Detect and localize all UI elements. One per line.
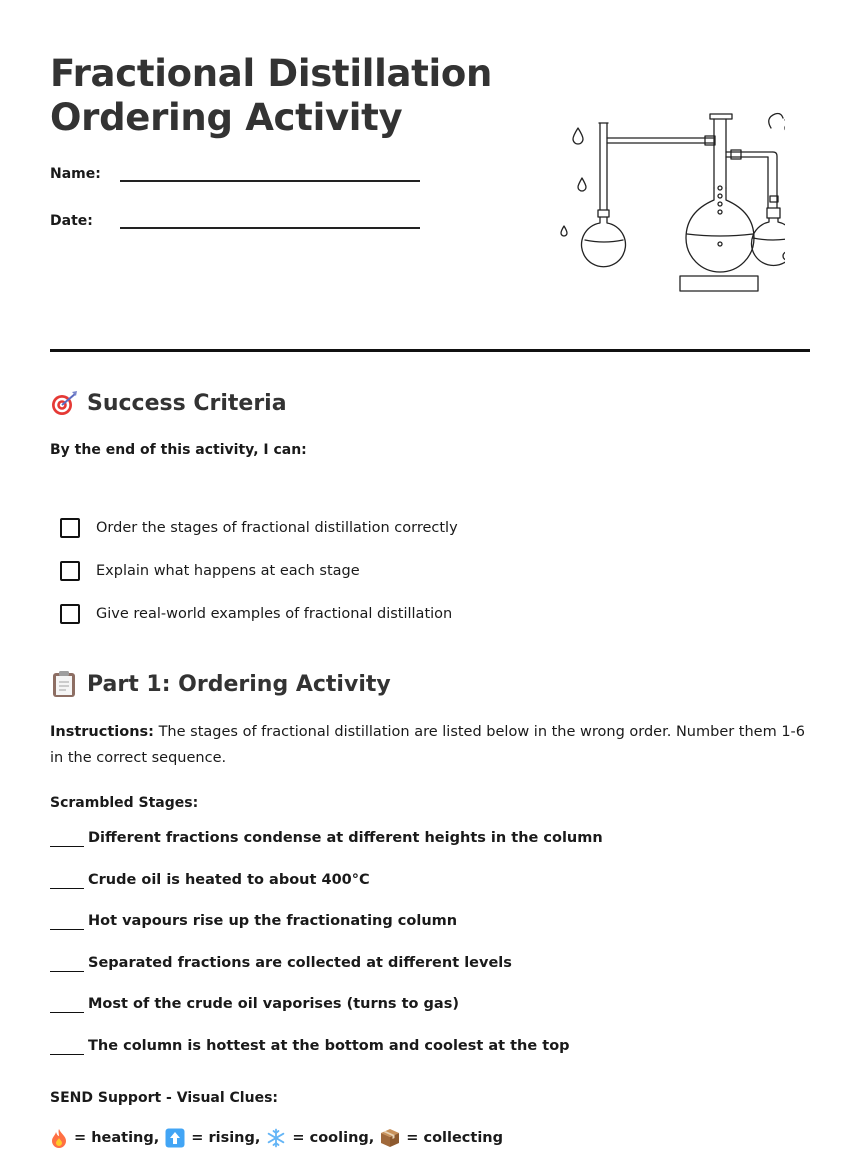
target-icon (50, 390, 80, 416)
up-arrow-icon (165, 1128, 185, 1148)
header-divider (50, 349, 810, 352)
page-title (50, 52, 492, 140)
clue-collecting (380, 1128, 503, 1148)
stage-item (50, 955, 603, 997)
snowflake-icon (266, 1128, 286, 1148)
stage-item (50, 913, 603, 955)
distillation-apparatus-icon (555, 108, 785, 298)
date-label: Date: (50, 213, 93, 229)
checklist-item[interactable] (60, 549, 458, 592)
send-support-label: SEND Support - Visual Clues: (50, 1090, 278, 1106)
number-blank[interactable] (50, 830, 84, 847)
part1-heading (50, 671, 391, 697)
checklist-item[interactable] (60, 506, 458, 549)
number-blank[interactable] (50, 913, 84, 930)
success-intro: By the end of this activity, I can: (50, 442, 307, 458)
clipboard-icon (50, 671, 80, 697)
date-line[interactable] (120, 227, 420, 229)
part1-title: Part 1: Ordering Activity (87, 671, 391, 697)
clue-heating (50, 1128, 159, 1148)
checklist-item-label: Order the stages of fractional distillation correctly (96, 519, 458, 536)
title-line-2: Ordering Activity (50, 96, 403, 139)
checkbox[interactable] (60, 604, 80, 624)
fire-icon (50, 1128, 68, 1148)
stage-item (50, 872, 603, 914)
package-icon (380, 1128, 400, 1148)
scrambled-stages-list (50, 830, 603, 1080)
stage-item (50, 996, 603, 1038)
checkbox[interactable] (60, 561, 80, 581)
clue-text: = rising, (191, 1130, 261, 1146)
instructions-label: Instructions: (50, 724, 154, 740)
stage-text: The column is hottest at the bottom and coolest at the top (88, 1037, 570, 1054)
success-checklist (60, 506, 458, 635)
number-blank[interactable] (50, 872, 84, 889)
clue-text: = heating, (74, 1130, 160, 1146)
name-line[interactable] (120, 180, 420, 182)
stage-item (50, 830, 603, 872)
stage-text: Different fractions condense at different heights in the column (88, 830, 603, 846)
checkbox[interactable] (60, 518, 80, 538)
clue-text: = collecting (406, 1130, 504, 1146)
checklist-item-label: Give real-world examples of fractional distillation (96, 605, 453, 622)
stage-text: Crude oil is heated to about 400°C (88, 871, 370, 888)
clue-rising (165, 1128, 260, 1148)
clue-text: = cooling, (292, 1130, 375, 1146)
scrambled-label: Scrambled Stages: (50, 795, 199, 811)
stage-text: Separated fractions are collected at different levels (88, 954, 512, 971)
instructions-text: The stages of fractional distillation are listed below in the wrong order. Number them 1-6 in the correct sequence. (50, 724, 806, 766)
success-criteria-title: Success Criteria (87, 390, 287, 416)
stage-text: Most of the crude oil vaporises (turns to gas) (88, 996, 459, 1013)
success-criteria-heading (50, 390, 287, 416)
title-line-1: Fractional Distillation (50, 52, 493, 95)
number-blank[interactable] (50, 1038, 84, 1055)
number-blank[interactable] (50, 996, 84, 1013)
visual-clues (50, 1128, 503, 1148)
instructions (50, 719, 810, 771)
name-label: Name: (50, 166, 101, 182)
checklist-item-label: Explain what happens at each stage (96, 562, 360, 579)
stage-item (50, 1038, 603, 1080)
stage-text: Hot vapours rise up the fractionating column (88, 913, 458, 930)
number-blank[interactable] (50, 955, 84, 972)
clue-cooling (266, 1128, 374, 1148)
checklist-item[interactable] (60, 592, 458, 635)
